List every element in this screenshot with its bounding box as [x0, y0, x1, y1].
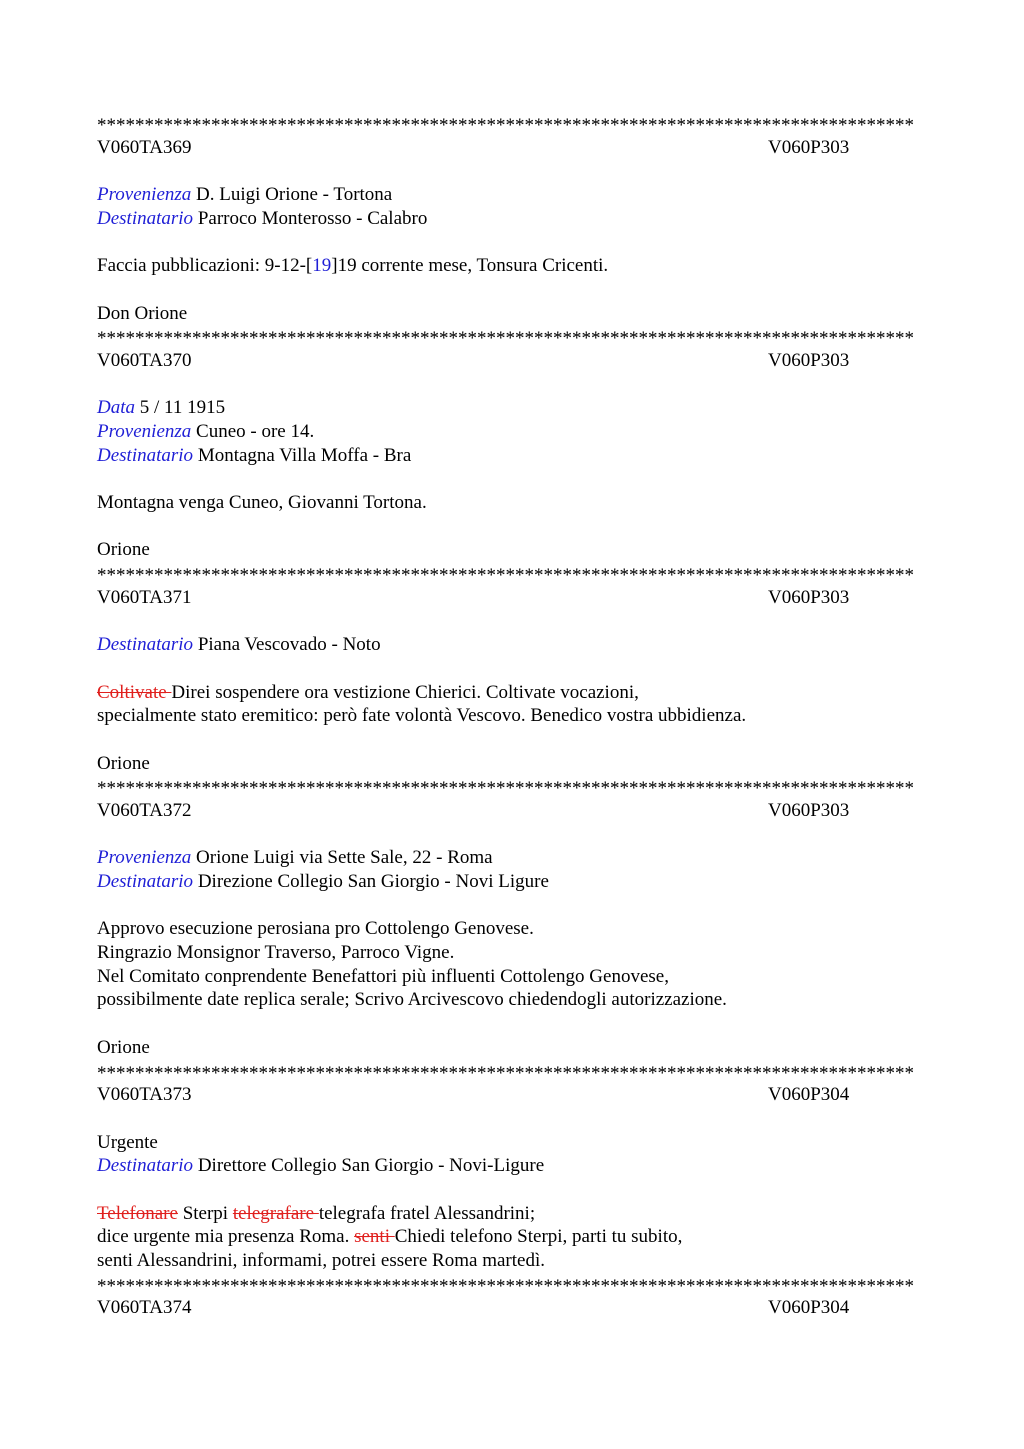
data-value: 5 / 11 1915 — [135, 397, 226, 419]
destinatario-value: Parroco Monterosso - Calabro — [193, 207, 428, 229]
separator: ************************************************************************************** — [97, 565, 914, 586]
provenienza-label: Provenienza — [97, 420, 192, 442]
destinatario-label: Destinatario — [97, 1155, 194, 1177]
page-ref: V060P303 — [768, 799, 850, 821]
body-line — [97, 1202, 925, 1226]
body-text: telegrafa fratel Alessandrini; — [318, 1202, 536, 1224]
deleted-text: Telefonare — [97, 1202, 178, 1224]
entry-header — [97, 799, 925, 823]
page-ref: V060P303 — [768, 586, 850, 608]
separator: ************************************************************************************** — [97, 1275, 914, 1297]
entry-header — [97, 136, 925, 160]
destinatario-label: Destinatario — [97, 871, 194, 892]
destinatario-line — [97, 870, 925, 894]
separator: ************************************************************************************** — [97, 1062, 914, 1084]
deleted-text: senti — [354, 1226, 395, 1248]
provenienza-value: Cuneo - ore 14. — [191, 420, 315, 442]
body-line: Approvo esecuzione perosiana pro Cottolengo Genovese. — [97, 918, 534, 940]
provenienza-value: Orione Luigi via Sette Sale, 22 - Roma — [191, 847, 493, 869]
data-line — [97, 396, 925, 420]
entry-header — [97, 586, 925, 610]
document-page — [97, 112, 925, 1320]
body-line — [97, 254, 925, 278]
entry-id: V060TA371 — [97, 586, 192, 608]
body-text: ]19 corrente mese, Tonsura Cricenti. — [331, 255, 609, 277]
separator: ************************************************************************************** — [97, 115, 914, 136]
page-ref: V060P303 — [768, 136, 850, 158]
entry-header — [97, 349, 925, 373]
body-text: Direi sospendere ora vestizione Chierici. Coltivate vocazioni, — [171, 681, 639, 703]
provenienza-line — [97, 846, 925, 870]
urgente-line: Urgente — [97, 1131, 158, 1153]
separator: ************************************************************************************** — [97, 778, 914, 799]
destinatario-value: Montagna Villa Moffa - Bra — [193, 444, 412, 466]
page-ref: V060P303 — [768, 349, 850, 371]
body-line: Nel Comitato conprendente Benefattori più influenti Cottolengo Genovese, — [97, 965, 669, 987]
data-label: Data — [97, 397, 135, 419]
destinatario-value: Piana Vescovado - Noto — [193, 634, 381, 656]
body-line: senti Alessandrini, informami, potrei essere Roma martedì. — [97, 1250, 545, 1271]
provenienza-value: D. Luigi Orione - Tortona — [191, 184, 393, 206]
body-text: Chiedi telefono Sterpi, parti tu subito, — [394, 1226, 683, 1248]
body-line: Montagna venga Cuneo, Giovanni Tortona. — [97, 492, 427, 513]
page-ref: V060P304 — [768, 1084, 850, 1106]
destinatario-value: Direttore Collegio San Giorgio - Novi-Ligure — [193, 1155, 545, 1177]
body-line: Ringrazio Monsignor Traverso, Parroco Vigne. — [97, 942, 455, 964]
signature: Orione — [97, 752, 150, 774]
entry-id: V060TA369 — [97, 136, 192, 158]
body-line — [97, 1225, 925, 1249]
entry-id: V060TA370 — [97, 349, 192, 371]
destinatario-line — [97, 207, 925, 231]
entry-id: V060TA372 — [97, 799, 192, 821]
signature: Orione — [97, 539, 150, 561]
destinatario-line — [97, 1154, 925, 1178]
body-note: 19 — [312, 255, 332, 277]
entry-header — [97, 1083, 925, 1107]
destinatario-value: Direzione Collegio San Giorgio - Novi Ligure — [193, 871, 549, 892]
destinatario-label: Destinatario — [97, 444, 194, 466]
entry-id: V060TA373 — [97, 1084, 192, 1106]
body-text: dice urgente mia presenza Roma. — [97, 1226, 355, 1248]
body-line — [97, 681, 925, 705]
destinatario-label: Destinatario — [97, 207, 194, 229]
body-text: Faccia pubblicazioni: 9-12-[ — [97, 255, 313, 277]
body-line: possibilmente date replica serale; Scrivo Arcivescovo chiedendogli autorizzazione. — [97, 989, 727, 1011]
provenienza-line — [97, 183, 925, 207]
deleted-text: telegrafare — [232, 1202, 319, 1224]
signature: Don Orione — [97, 302, 188, 324]
provenienza-label: Provenienza — [97, 184, 192, 206]
provenienza-label: Provenienza — [97, 847, 192, 869]
body-line: specialmente stato eremitico: però fate volontà Vescovo. Benedico vostra ubbidienza. — [97, 705, 747, 727]
page-ref: V060P304 — [768, 1297, 850, 1319]
provenienza-line — [97, 420, 925, 444]
signature: Orione — [97, 1036, 150, 1058]
destinatario-line — [97, 633, 925, 657]
separator: ************************************************************************************** — [97, 328, 914, 349]
destinatario-label: Destinatario — [97, 634, 194, 656]
destinatario-line — [97, 444, 925, 468]
entry-id: V060TA374 — [97, 1297, 192, 1319]
body-text: Sterpi — [177, 1202, 233, 1224]
deleted-text: Coltivate — [97, 681, 172, 703]
entry-header — [97, 1296, 925, 1320]
